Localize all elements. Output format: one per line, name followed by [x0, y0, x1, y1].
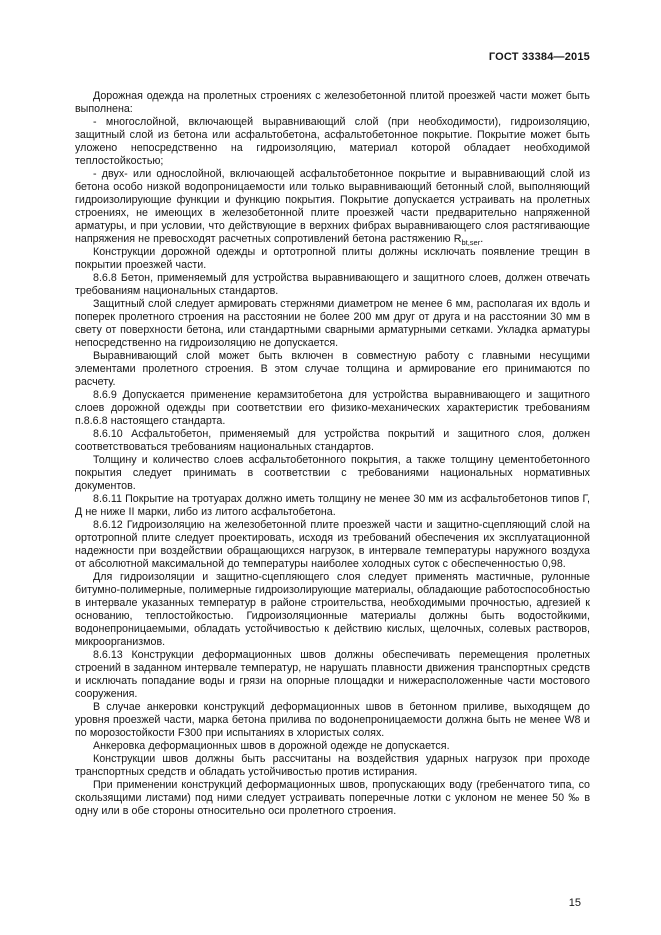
paragraph-anchoring-concrete: В случае анкеровки конструкций деформационных швов в бетонном приливе, выходящем до уровня проезжей части, марка бетона прилива по водонепроницаемости должна быть не менее W8 и по морозостойкости F300 при испытаниях в хлористых солях.: [75, 701, 590, 739]
paragraph-8-6-11: 8.6.11 Покрытие на тротуарах должно иметь толщину не менее 30 мм из асфальтобетонов типов Г, Д не ниже II марки, либо из литого асфальтобетона.: [75, 493, 590, 518]
paragraph-8-6-12: 8.6.12 Гидроизоляцию на железобетонной плите проезжей части и защитно-сцепляющий слой на ортотропной плите следует проектировать, исходя из требований обеспечения их эксплуатационной надежности при воздействии обращающихся нагрузок, в интервале температуры наружного воздуха от абсолютной максимальной до температуры наиболее холодных суток с обеспеченностью 0,98.: [75, 519, 590, 570]
paragraph-8-6-9: 8.6.9 Допускается применение керамзитобетона для устройства выравнивающего и защитного слоев дорожной одежды при соответствии его физико-механических характеристик требованиям п.8.6.8 настоящего стандарта.: [75, 389, 590, 427]
paragraph-drainage-trays: При применении конструкций деформационных швов, пропускающих воду (гребенчатого типа, со скользящими листами) под ними следует устраивать поперечные лотки с уклоном не менее 50 ‰ в одну или в обе стороны относительно оси пролетного строения.: [75, 779, 590, 817]
paragraph-waterproofing-materials: Для гидроизоляции и защитно-сцепляющего слоя следует применять мастичные, рулонные битумно-полимерные, полимерные гидроизолирующие материалы, обладающие работоспособностью в интервале указанных температур в районе строительства, необходимыми прочностью, адгезией к основанию, теплостойкостью. Гидроизоляционные материалы должны быть водостойкими, водонепроницаемыми, обладать устойчивостью к действию кислых, щелочных, солевых растворов, микроорганизмов.: [75, 571, 590, 648]
paragraph-list-item-multilayer: - многослойной, включающей выравнивающий слой (при необходимости), гидроизоляцию, защитный слой из бетона или асфальтобетона, асфальтобетонное покрытие. Покрытие может быть уложено непосредственно на гидроизоляцию, материал которой обладает необходимой теплостойкостью;: [75, 116, 590, 167]
doc-number: ГОСТ 33384—2015: [488, 51, 590, 63]
paragraph-text-before-sub: - двух- или однослойной, включающей асфальтобетонное покрытие и выравнивающий слой из бетона особо низкой водопроницаемости или только выравнивающий бетонный слой, выполняющий гидроизолирующие функции и функцию покрытия. Покрытие допускается устраивать на пролетных строениях, не имеющих в железобетонной плите проезжей части предварительно напряженной арматуры, и при условии, что действующие в верхних фибрах выравнивающего слоя растягивающие напряжения не превосходят расчетных сопротивлений бетона растяжению R: [75, 168, 590, 245]
paragraph-8-6-13: 8.6.13 Конструкции деформационных швов должны обеспечивать перемещения пролетных строений в заданном интервале температур, не нарушать плавности движения транспортных средств и исключать попадание воды и грязи на опорные площадки и нижерасположенные части мостового сооружения.: [75, 649, 590, 700]
document-body: [75, 90, 590, 818]
paragraph-constructions: Конструкции дорожной одежды и ортотропной плиты должны исключать появление трещин в покрытии проезжей части.: [75, 246, 590, 271]
paragraph-text-after-sub: .: [480, 233, 484, 245]
paragraph-joint-loads: Конструкции швов должны быть рассчитаны на воздействия ударных нагрузок при проходе транспортных средств и обладать устойчивостью против истирания.: [75, 753, 590, 778]
paragraph-list-item-twolayer: [75, 168, 590, 246]
paragraph-leveling-layer: Выравнивающий слой может быть включен в совместную работу с главными несущими элементами пролетного строения. В этом случае толщина и армирование его принимаются по расчету.: [75, 350, 590, 388]
subscript-bt-ser: bt,ser: [461, 238, 481, 248]
page-number: 15: [568, 897, 581, 909]
paragraph-anchoring-prohibited: Анкеровка деформационных швов в дорожной одежде не допускается.: [93, 740, 450, 752]
paragraph-intro: Дорожная одежда на пролетных строениях с железобетонной плитой проезжей части может быть выполнена:: [75, 90, 590, 115]
paragraph-8-6-10: 8.6.10 Асфальтобетон, применяемый для устройства покрытий и защитного слоя, должен соответствоваться требованиям национальных стандартов.: [75, 428, 590, 453]
paragraph-8-6-8: 8.6.8 Бетон, применяемый для устройства выравнивающего и защитного слоев, должен отвечать требованиям национальных стандартов.: [75, 272, 590, 297]
paragraph-protective-layer: Защитный слой следует армировать стержнями диаметром не менее 6 мм, располагая их вдоль и поперек пролетного строения на расстоянии не более 200 мм друг от друга и на расстоянии 30 мм в свету от поверхности бетона, или стандартными сварными арматурными сетками. Укладка арматуры непосредственно на гидроизоляцию не допускается.: [75, 298, 590, 349]
document-header: [75, 51, 590, 64]
paragraph-thickness: Толщину и количество слоев асфальтобетонного покрытия, а также толщину цементобетонного покрытия следует принимать в соответствии с требованиями национальных нормативных документов.: [75, 454, 590, 492]
document-footer: [569, 897, 581, 910]
